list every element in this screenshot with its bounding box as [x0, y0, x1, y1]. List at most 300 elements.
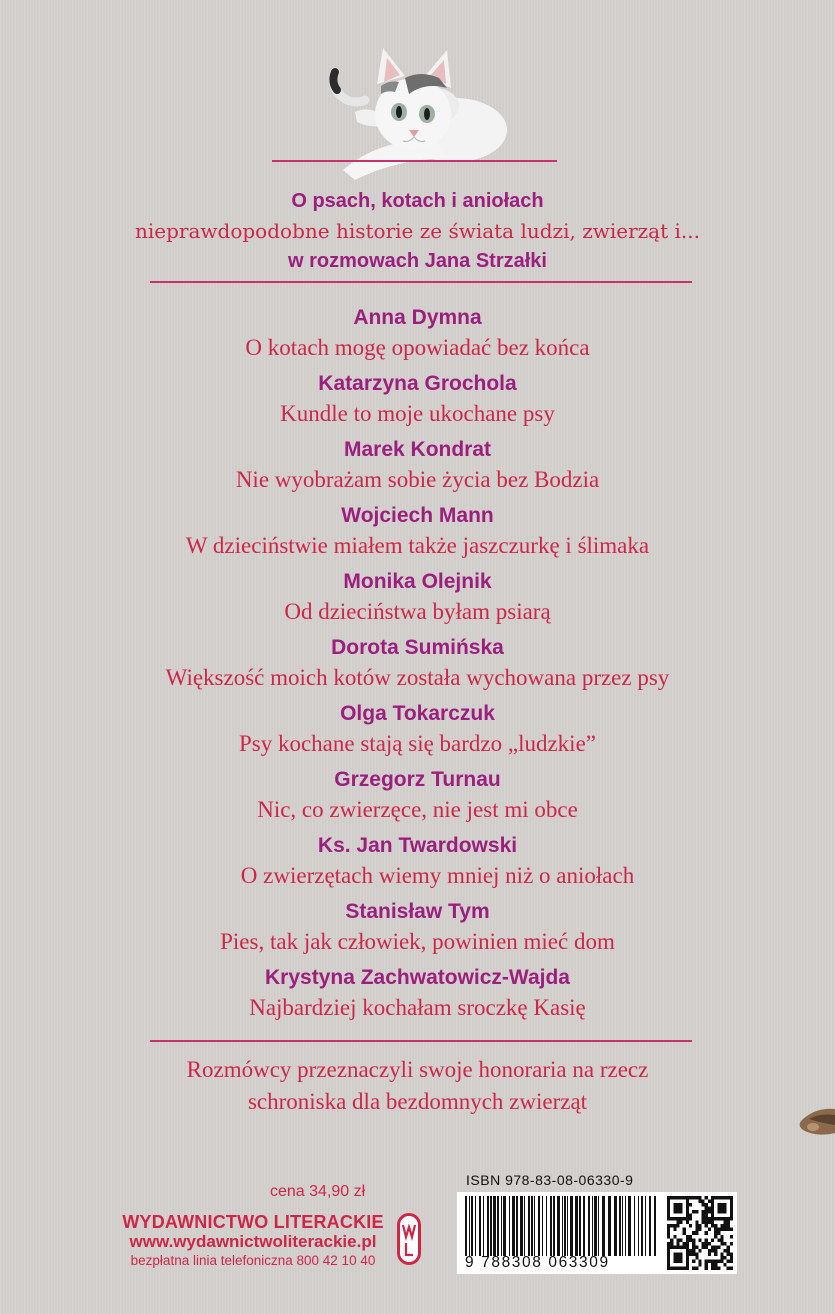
- qr-module: [720, 1207, 723, 1211]
- qr-module: [727, 1259, 730, 1263]
- barcode-bar: [575, 1196, 578, 1256]
- qr-module: [720, 1242, 723, 1246]
- qr-module: [676, 1252, 679, 1256]
- publisher-url: www.wydawnictwoliterackie.pl: [129, 1232, 377, 1251]
- qr-module: [667, 1249, 670, 1253]
- qr-module: [714, 1252, 717, 1256]
- qr-module: [705, 1196, 708, 1200]
- barcode-bar: [645, 1196, 646, 1256]
- qr-module: [730, 1214, 733, 1218]
- qr-module: [708, 1242, 711, 1246]
- barcode-bar: [509, 1196, 510, 1256]
- qr-module: [705, 1214, 708, 1218]
- barcode-bar: [483, 1196, 484, 1256]
- qr-module: [702, 1210, 705, 1214]
- barcode-bar: [553, 1196, 555, 1256]
- barcode-bar: [602, 1196, 605, 1256]
- qr-module: [673, 1259, 676, 1263]
- qr-module: [714, 1235, 717, 1239]
- barcode-bar: [625, 1196, 626, 1256]
- barcode-bar: [622, 1196, 623, 1256]
- qr-module: [708, 1249, 711, 1253]
- interviewee-name: Grzegorz Turnau: [334, 768, 501, 791]
- interview-quote: Większość moich kotów została wychowana przez psy: [165, 665, 670, 690]
- barcode-bar: [649, 1196, 651, 1256]
- qr-module: [698, 1228, 701, 1232]
- qr-module: [724, 1263, 727, 1267]
- qr-module: [727, 1245, 730, 1249]
- qr-module: [667, 1266, 670, 1270]
- qr-module: [667, 1207, 670, 1211]
- qr-module: [698, 1249, 701, 1253]
- barcode-bar: [608, 1196, 611, 1256]
- qr-module: [689, 1252, 692, 1256]
- qr-module: [730, 1266, 733, 1270]
- qr-module: [711, 1196, 714, 1200]
- qr-module: [711, 1200, 714, 1204]
- barcode-bar: [550, 1196, 552, 1256]
- qr-module: [714, 1245, 717, 1249]
- qr-module: [667, 1210, 670, 1214]
- qr-module: [673, 1256, 676, 1260]
- qr-module: [717, 1228, 720, 1232]
- barcode-bar: [503, 1196, 506, 1256]
- qr-module: [720, 1224, 723, 1228]
- qr-module: [708, 1217, 711, 1221]
- qr-module: [708, 1228, 711, 1232]
- interview-quote: O zwierzętach wiemy mniej niż o aniołach: [240, 863, 635, 888]
- qr-module: [689, 1214, 692, 1218]
- interview-list: [0, 304, 835, 1030]
- qr-module: [667, 1235, 670, 1239]
- qr-module: [730, 1259, 733, 1263]
- qr-module: [667, 1231, 670, 1235]
- barcode-bar: [493, 1196, 496, 1256]
- barcode-bar: [638, 1196, 639, 1256]
- barcode-bar: [592, 1196, 593, 1256]
- qr-module: [680, 1196, 683, 1200]
- qr-module: [705, 1245, 708, 1249]
- qr-module: [689, 1249, 692, 1253]
- qr-module: [686, 1217, 689, 1221]
- barcode-bar: [487, 1196, 489, 1256]
- qr-module: [708, 1207, 711, 1211]
- qr-module: [686, 1263, 689, 1267]
- qr-module: [714, 1228, 717, 1232]
- qr-module: [705, 1217, 708, 1221]
- qr-module: [702, 1214, 705, 1218]
- qr-module: [689, 1224, 692, 1228]
- qr-module: [686, 1196, 689, 1200]
- interview-quote: Kundle to moje ukochane psy: [280, 401, 555, 426]
- book-title: O psach, kotach i aniołach: [291, 190, 544, 212]
- qr-module: [717, 1259, 720, 1263]
- qr-module: [667, 1196, 670, 1200]
- qr-module: [692, 1266, 695, 1270]
- qr-module: [714, 1196, 717, 1200]
- qr-module: [724, 1256, 727, 1260]
- qr-module: [667, 1203, 670, 1207]
- qr-module: [730, 1235, 733, 1239]
- qr-module: [683, 1217, 686, 1221]
- interview-quote: Psy kochane stają się bardzo „ludzkie”: [238, 731, 596, 756]
- qr-module: [705, 1231, 708, 1235]
- qr-module: [727, 1221, 730, 1225]
- qr-module: [727, 1224, 730, 1228]
- qr-module: [727, 1252, 730, 1256]
- barcode-bar: [628, 1196, 631, 1256]
- qr-module: [676, 1217, 679, 1221]
- qr-module: [711, 1238, 714, 1242]
- barcode-bar: [641, 1196, 643, 1256]
- interviewee-name: Wojciech Mann: [341, 504, 494, 527]
- qr-module: [695, 1245, 698, 1249]
- qr-code-icon: [667, 1196, 733, 1270]
- qr-module: [676, 1266, 679, 1270]
- list-item: [0, 370, 835, 436]
- qr-module: [698, 1259, 701, 1263]
- qr-module: [680, 1245, 683, 1249]
- book-subtitle: nieprawdopodobne historie ze świata ludzi, zwierząt i...: [135, 219, 700, 243]
- qr-module: [720, 1217, 723, 1221]
- barcode-bar: [534, 1196, 535, 1256]
- qr-module: [686, 1266, 689, 1270]
- qr-module: [714, 1266, 717, 1270]
- barcode-bar: [531, 1196, 533, 1256]
- qr-module: [676, 1256, 679, 1260]
- publisher-block: [118, 1212, 388, 1270]
- qr-module: [708, 1210, 711, 1214]
- qr-module: [711, 1224, 714, 1228]
- qr-module: [730, 1203, 733, 1207]
- qr-module: [702, 1200, 705, 1204]
- qr-module: [717, 1238, 720, 1242]
- barcode-digits: 9 788308 063309: [465, 1254, 610, 1271]
- barcode-bar: [619, 1196, 621, 1256]
- barcode-bar: [490, 1196, 492, 1256]
- qr-module: [711, 1214, 714, 1218]
- barcode-bar: [614, 1196, 617, 1256]
- interview-quote: Nie wyobrażam sobie życia bez Bodzia: [235, 467, 600, 492]
- qr-module: [680, 1221, 683, 1225]
- qr-module: [667, 1245, 670, 1249]
- charity-note-line: schroniska dla bezdomnych zwierząt: [247, 1089, 588, 1114]
- barcode-bar: [583, 1196, 585, 1256]
- qr-module: [673, 1217, 676, 1221]
- qr-module: [702, 1242, 705, 1246]
- list-item: [0, 766, 835, 832]
- qr-module: [705, 1207, 708, 1211]
- qr-module: [673, 1207, 676, 1211]
- qr-module: [717, 1196, 720, 1200]
- qr-module: [667, 1224, 670, 1228]
- interviewee-name: Olga Tokarczuk: [340, 702, 495, 725]
- qr-module: [714, 1224, 717, 1228]
- list-item: [0, 964, 835, 1030]
- qr-module: [724, 1203, 727, 1207]
- interview-quote: Najbardziej kochałam sroczkę Kasię: [249, 995, 586, 1020]
- qr-module: [730, 1196, 733, 1200]
- qr-module: [667, 1228, 670, 1232]
- qr-module: [673, 1203, 676, 1207]
- qr-module: [695, 1266, 698, 1270]
- qr-module: [695, 1210, 698, 1214]
- qr-module: [670, 1266, 673, 1270]
- interviewee-name: Marek Kondrat: [343, 438, 492, 461]
- qr-module: [686, 1200, 689, 1204]
- qr-module: [698, 1196, 701, 1200]
- qr-module: [686, 1214, 689, 1218]
- qr-module: [727, 1228, 730, 1232]
- qr-module: [730, 1207, 733, 1211]
- qr-module: [683, 1231, 686, 1235]
- qr-module: [680, 1259, 683, 1263]
- interview-quote: Nic, co zwierzęce, nie jest mi obce: [257, 797, 578, 822]
- list-item: [0, 832, 835, 898]
- qr-module: [711, 1221, 714, 1225]
- barcode-bar: [588, 1196, 590, 1256]
- qr-module: [670, 1242, 673, 1246]
- qr-module: [686, 1203, 689, 1207]
- qr-module: [705, 1224, 708, 1228]
- qr-module: [676, 1207, 679, 1211]
- qr-module: [708, 1259, 711, 1263]
- qr-module: [667, 1242, 670, 1246]
- list-item: [0, 436, 835, 502]
- qr-module: [724, 1210, 727, 1214]
- qr-module: [673, 1245, 676, 1249]
- qr-module: [686, 1256, 689, 1260]
- barcode-bar: [516, 1196, 518, 1256]
- barcode-bar: [546, 1196, 547, 1256]
- bottom-rule: [150, 1040, 692, 1042]
- qr-module: [720, 1235, 723, 1239]
- barcode-bar: [501, 1196, 502, 1256]
- qr-module: [676, 1242, 679, 1246]
- qr-module: [676, 1203, 679, 1207]
- barcode-bar: [634, 1196, 635, 1256]
- qr-module: [708, 1252, 711, 1256]
- qr-module: [692, 1196, 695, 1200]
- qr-module: [711, 1210, 714, 1214]
- qr-module: [724, 1242, 727, 1246]
- qr-module: [680, 1252, 683, 1256]
- qr-module: [667, 1252, 670, 1256]
- interview-quote: Pies, tak jak człowiek, powinien mieć dom: [220, 929, 615, 954]
- qr-module: [689, 1235, 692, 1239]
- barcode-bar: [538, 1196, 540, 1256]
- qr-module: [708, 1221, 711, 1225]
- qr-module: [724, 1249, 727, 1253]
- qr-module: [686, 1238, 689, 1242]
- qr-module: [720, 1238, 723, 1242]
- qr-module: [717, 1203, 720, 1207]
- qr-module: [695, 1224, 698, 1228]
- interviewee-name: Stanisław Tym: [345, 900, 490, 923]
- barcode-bar: [471, 1196, 473, 1256]
- qr-module: [683, 1266, 686, 1270]
- qr-module: [676, 1210, 679, 1214]
- barcode-bar: [570, 1196, 573, 1256]
- qr-module: [676, 1224, 679, 1228]
- qr-module: [670, 1224, 673, 1228]
- publisher-phone: bezpłatna linia telefoniczna 800 42 10 40: [130, 1253, 376, 1268]
- qr-module: [686, 1245, 689, 1249]
- qr-module: [683, 1242, 686, 1246]
- qr-module: [711, 1259, 714, 1263]
- publisher-logo-icon: [397, 1213, 421, 1265]
- intro-rule: [150, 281, 692, 283]
- barcode-graphic: [465, 1196, 659, 1256]
- qr-module: [730, 1242, 733, 1246]
- barcode-bar: [542, 1196, 543, 1256]
- qr-module: [686, 1249, 689, 1253]
- qr-module: [680, 1266, 683, 1270]
- qr-module: [680, 1203, 683, 1207]
- qr-module: [711, 1245, 714, 1249]
- qr-module: [670, 1217, 673, 1221]
- list-item: [0, 502, 835, 568]
- qr-module: [692, 1249, 695, 1253]
- qr-module: [705, 1266, 708, 1270]
- qr-module: [695, 1231, 698, 1235]
- qr-module: [667, 1256, 670, 1260]
- qr-module: [676, 1196, 679, 1200]
- barcode-bar: [512, 1196, 515, 1256]
- interviewee-name: Monika Olejnik: [343, 570, 492, 593]
- qr-module: [705, 1203, 708, 1207]
- barcode-bar: [557, 1196, 560, 1256]
- barcode-bar: [479, 1196, 481, 1256]
- qr-module: [680, 1207, 683, 1211]
- book-author: w rozmowach Jana Strzałki: [288, 250, 547, 272]
- charity-note-line: Rozmówcy przeznaczyli swoje honoraria na rzecz: [186, 1057, 649, 1082]
- qr-module: [730, 1217, 733, 1221]
- list-item: [0, 700, 835, 766]
- interviewee-name: Krystyna Zachwatowicz-Wajda: [265, 966, 570, 989]
- qr-module: [705, 1263, 708, 1267]
- qr-module: [727, 1196, 730, 1200]
- qr-module: [724, 1207, 727, 1211]
- barcode-bar: [579, 1196, 581, 1256]
- qr-module: [705, 1210, 708, 1214]
- barcode-bar: [654, 1196, 656, 1256]
- interviewee-name: Katarzyna Grochola: [318, 372, 517, 395]
- qr-module: [714, 1249, 717, 1253]
- charity-note: [0, 1054, 835, 1118]
- qr-module: [724, 1196, 727, 1200]
- qr-module: [717, 1210, 720, 1214]
- top-rule: [272, 160, 557, 162]
- qr-module: [676, 1221, 679, 1225]
- list-item: [0, 568, 835, 634]
- qr-module: [720, 1228, 723, 1232]
- qr-module: [673, 1252, 676, 1256]
- qr-module: [717, 1266, 720, 1270]
- list-item: [0, 304, 835, 370]
- qr-module: [673, 1235, 676, 1239]
- qr-module: [698, 1263, 701, 1267]
- qr-module: [724, 1217, 727, 1221]
- qr-module: [692, 1210, 695, 1214]
- interview-quote: O kotach mogę opowiadać bez końca: [245, 335, 590, 360]
- qr-module: [683, 1245, 686, 1249]
- qr-module: [711, 1263, 714, 1267]
- qr-module: [720, 1252, 723, 1256]
- qr-module: [720, 1210, 723, 1214]
- barcode-bar: [524, 1196, 525, 1256]
- qr-module: [705, 1259, 708, 1263]
- qr-module: [720, 1259, 723, 1263]
- qr-module: [680, 1238, 683, 1242]
- interviewee-name: Dorota Sumińska: [331, 636, 504, 659]
- qr-module: [698, 1200, 701, 1204]
- qr-module: [673, 1210, 676, 1214]
- qr-module: [727, 1249, 730, 1253]
- qr-module: [680, 1217, 683, 1221]
- qr-module: [730, 1228, 733, 1232]
- barcode-bar: [564, 1196, 566, 1256]
- price-label: cena 34,90 zł: [270, 1183, 366, 1200]
- qr-module: [689, 1217, 692, 1221]
- qr-module: [720, 1196, 723, 1200]
- qr-module: [667, 1263, 670, 1267]
- qr-module: [686, 1259, 689, 1263]
- barcode-area: [457, 1192, 737, 1274]
- qr-module: [670, 1238, 673, 1242]
- barcode-bar: [465, 1196, 467, 1256]
- qr-module: [711, 1217, 714, 1221]
- qr-module: [673, 1196, 676, 1200]
- qr-module: [730, 1200, 733, 1204]
- qr-module: [714, 1263, 717, 1267]
- qr-module: [702, 1245, 705, 1249]
- qr-module: [711, 1203, 714, 1207]
- qr-module: [692, 1259, 695, 1263]
- qr-module: [695, 1228, 698, 1232]
- qr-module: [695, 1196, 698, 1200]
- qr-module: [724, 1224, 727, 1228]
- qr-module: [711, 1207, 714, 1211]
- qr-module: [705, 1242, 708, 1246]
- qr-module: [670, 1245, 673, 1249]
- barcode-bar: [520, 1196, 523, 1256]
- bird-illustration: [795, 1107, 835, 1137]
- qr-module: [717, 1207, 720, 1211]
- list-item: [0, 634, 835, 700]
- qr-module: [727, 1266, 730, 1270]
- qr-module: [708, 1200, 711, 1204]
- qr-module: [717, 1245, 720, 1249]
- qr-module: [670, 1196, 673, 1200]
- interviewee-name: Anna Dymna: [353, 306, 482, 329]
- qr-module: [717, 1217, 720, 1221]
- qr-module: [714, 1231, 717, 1235]
- qr-module: [667, 1259, 670, 1263]
- qr-module: [673, 1228, 676, 1232]
- qr-module: [676, 1245, 679, 1249]
- qr-module: [676, 1259, 679, 1263]
- qr-module: [702, 1203, 705, 1207]
- qr-module: [686, 1221, 689, 1225]
- qr-module: [686, 1252, 689, 1256]
- qr-module: [692, 1238, 695, 1242]
- barcode-bar: [598, 1196, 599, 1256]
- qr-module: [730, 1210, 733, 1214]
- publisher-name: WYDAWNICTWO LITERACKIE: [122, 1212, 384, 1232]
- qr-module: [705, 1221, 708, 1225]
- qr-module: [689, 1196, 692, 1200]
